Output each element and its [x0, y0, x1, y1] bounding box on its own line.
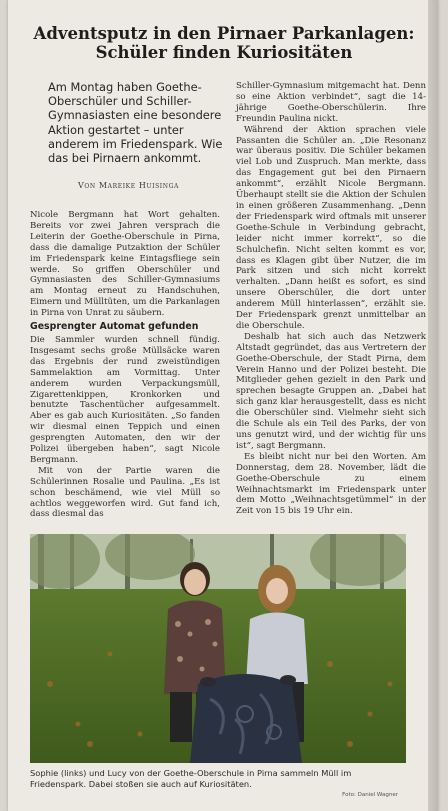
right-paragraph-2: Während der Aktion sprachen viele Passanten die Schüler an. „Die Resonanz war überaus positiv. Die Schüler bekamen viel Lob und Zuspruch. Man merkte, dass das Engagement gut bei den Pirnaern ankommt“, erzählt Nicole Bergmann. Überhaupt stellt sie die Aktion der Schulen in einen größeren Zusammenhang. „Denn der Friedenspark wird oftmals mit unserer Goethe-Schule in Verbindung gebracht, leider nicht immer korrekt“, so die Schulchefin. Nicht selten kommt es vor, dass es Klagen gibt über Nutzer, die im Park sitzen und sich nicht korrekt verhalten. „Dann heißt es sofort, es sind unsere Oberschüler, die dort unter anderem Müll hinterlassen“, erzählt sie. Der Friedenspark grenzt unmittelbar an die Oberschule.: [236, 124, 426, 331]
page-edge: [428, 0, 438, 811]
right-paragraph-3: Deshalb hat sich auch das Netzwerk Altstadt gegründet, das aus Vertretern der Goethe-Oberschule, der Stadt Pirna, dem Verein Hanno und der Polizei besteht. Die Mitglieder gehen gezielt in den Park und sprechen besagte Gruppen an. „Dabei hat sich ganz klar herausgestellt, dass es nicht die Oberschüler sind. Vielmehr sieht sich die Schule als ein Teil des Parks, der von uns genutzt wird, und der wichtig für uns ist“, sagt Bergmann.: [236, 331, 426, 451]
article-headline: [18, 24, 430, 62]
article-photo: [30, 534, 406, 763]
article-byline: Von Mareike Huisinga: [78, 181, 179, 190]
article-lead: Am Montag haben Goethe-Oberschüler und Schiller-Gymnasiasten eine besondere Aktion gestartet – unter anderem im Friedenspark. Wie das bei Pirnaern ankommt.: [48, 80, 223, 166]
subheading: Gesprengter Automat gefunden: [30, 321, 199, 333]
headline-line-1: Adventsputz in den Pirnaer Parkanlagen:: [33, 24, 415, 43]
right-paragraph-1: Schiller-Gymnasium mitgemacht hat. Denn so eine Aktion verbindet“, sagt die 14-jährige Goethe-Oberschülerin. Ihre Freundin Paulina nickt.: [236, 81, 426, 124]
photo-credit: Foto: Daniel Wagner: [342, 792, 398, 798]
left-column: [30, 210, 220, 520]
left-paragraph-3: Mit von der Partie waren die Schülerinnen Rosalie und Paulina. „Es ist schon beschämend, wie viel Müll so achtlos weggeworfen wird. Gut fand ich, dass diesmal das: [30, 465, 220, 520]
right-paragraph-4: Es bleibt nicht nur bei den Worten. Am Donnerstag, dem 28. November, lädt die Goethe-Oberschule zu einem Weihnachtsmarkt im Friedenspark unter dem Motto „Weihnachtsgetümmel“ in der Zeit von 15 bis 19 Uhr ein.: [236, 451, 426, 517]
left-paragraph-2: Die Sammler wurden schnell fündig. Insgesamt sechs große Müllsäcke waren das Ergebnis der rund zweistündigen Sammelaktion am Vormittag. Unter anderem wurden Verpackungsmüll, Zigarettenkippen, Kronkorken und benutzte Taschentücher aufgesammelt. Aber es gab auch Kuriositäten. „So fanden wir diesmal einen Teppich und einen gesprengten Automaten, den wir der Polizei übergeben haben“, sagt Nicole Bergmann.: [30, 334, 220, 465]
photo-caption: Sophie (links) und Lucy von der Goethe-Oberschule in Pirna sammeln Müll im Friedenspark. Dabei stoßen sie auch auf Kuriositäten.: [30, 768, 352, 789]
left-paragraph-1: Nicole Bergmann hat Wort gehalten. Bereits vor zwei Jahren versprach die Leiterin der Goethe-Oberschule in Pirna, dass die damalige Putzaktion der Schüler im Friedenspark keine Eintagsfliege sein werde. So griffen Oberschüler und Gymnasiasten des Schiller-Gymnasiums am Montag erneut zu Handschuhen, Eimern und Mülltüten, um die Parkanlagen in Pirna von Unrat zu säubern.: [30, 210, 220, 319]
park-photo-illustration: [30, 534, 406, 763]
garbage-bag: [190, 674, 302, 763]
headline-line-2: Schüler finden Kuriositäten: [95, 43, 353, 62]
right-column: [236, 81, 426, 517]
